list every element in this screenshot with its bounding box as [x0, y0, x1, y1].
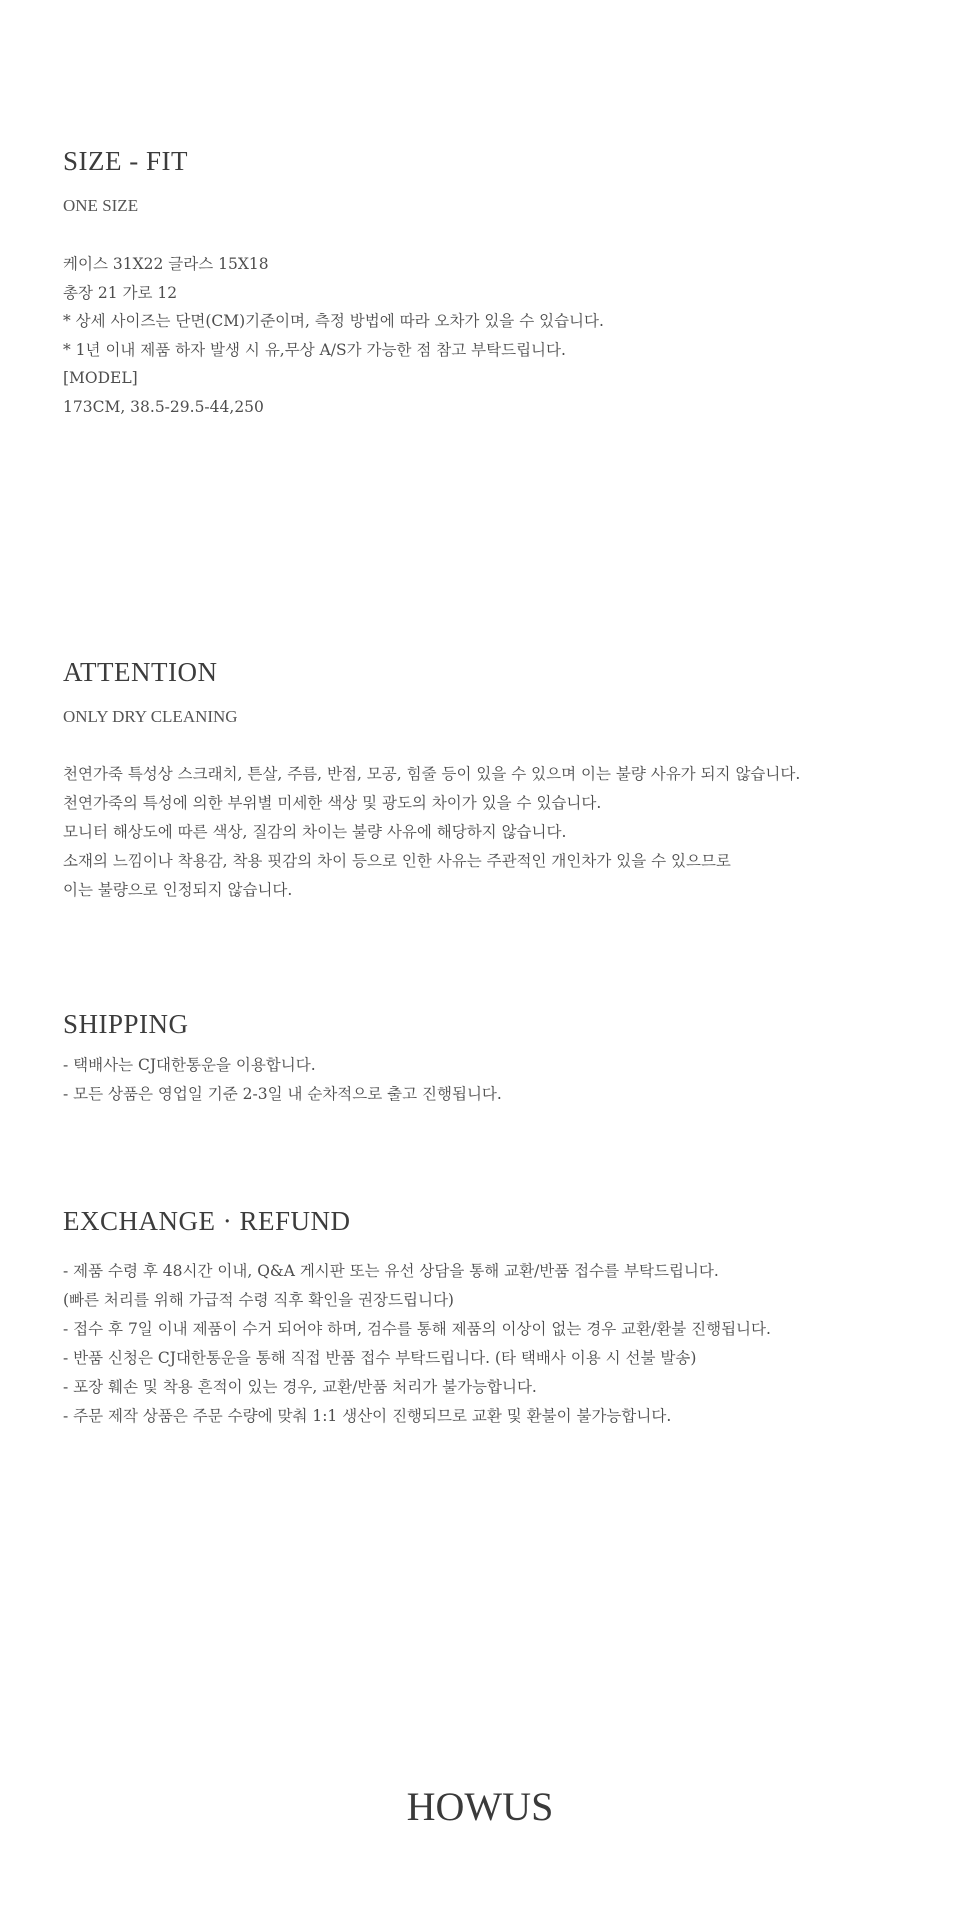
attention-line: 천연가죽 특성상 스크래치, 튼살, 주름, 반점, 모공, 힘줄 등이 있을 수 있으며 이는 불량 사유가 되지 않습니다.	[63, 765, 801, 783]
shipping-line: - 택배사는 CJ대한통운을 이용합니다.	[63, 1056, 316, 1074]
shipping-section	[63, 1011, 920, 1121]
exchange-line: - 주문 제작 상품은 주문 수량에 맞춰 1:1 생산이 진행되므로 교환 및 환불이 불가능합니다.	[63, 1407, 672, 1425]
model-measurements: 173CM, 38.5-29.5-44,250	[63, 398, 264, 416]
exchange-refund-body	[63, 1257, 771, 1431]
exchange-refund-section	[63, 1208, 920, 1448]
size-note-line: * 1년 이내 제품 하자 발생 시 유,무상 A/S가 가능한 점 참고 부탁드립니다.	[63, 341, 566, 359]
dimension-line: 케이스 31X22 글라스 15X18	[63, 255, 269, 273]
exchange-line: (빠른 처리를 위해 가급적 수령 직후 확인을 권장드립니다)	[63, 1291, 454, 1309]
attention-line: 모니터 해상도에 따른 색상, 질감의 차이는 불량 사유에 해당하지 않습니다.	[63, 823, 567, 841]
attention-section	[63, 659, 920, 899]
exchange-line: - 포장 훼손 및 착용 흔적이 있는 경우, 교환/반품 처리가 불가능합니다.	[63, 1378, 537, 1396]
dimension-line: 총장 21 가로 12	[63, 284, 178, 302]
size-notes	[63, 307, 604, 365]
attention-title: ATTENTION	[63, 657, 218, 687]
attention-body	[63, 760, 800, 905]
model-info	[63, 364, 264, 422]
exchange-line: - 반품 신청은 CJ대한통운을 통해 직접 반품 접수 부탁드립니다. (타 택배사 이용 시 선불 발송)	[63, 1349, 697, 1367]
attention-line: 이는 불량으로 인정되지 않습니다.	[63, 881, 293, 899]
shipping-line: - 모든 상품은 영업일 기준 2-3일 내 순차적으로 출고 진행됩니다.	[63, 1085, 502, 1103]
size-fit-title: SIZE - FIT	[63, 146, 188, 176]
brand-logo: HOWUS	[406, 1784, 554, 1829]
size-dimensions	[63, 250, 269, 308]
model-label: [MODEL]	[63, 369, 138, 387]
attention-line: 천연가죽의 특성에 의한 부위별 미세한 색상 및 광도의 차이가 있을 수 있습니다.	[63, 794, 602, 812]
exchange-line: - 접수 후 7일 이내 제품이 수거 되어야 하며, 검수를 통해 제품의 이상이 없는 경우 교환/환불 진행됩니다.	[63, 1320, 771, 1338]
exchange-refund-title: EXCHANGE · REFUND	[63, 1206, 351, 1236]
size-fit-section	[63, 148, 920, 488]
attention-line: 소재의 느낌이나 착용감, 착용 핏감의 차이 등으로 인한 사유는 주관적인 개인차가 있을 수 있으므로	[63, 852, 731, 870]
size-fit-subtitle: ONE SIZE	[63, 196, 139, 215]
exchange-line: - 제품 수령 후 48시간 이내, Q&A 게시판 또는 유선 상담을 통해 교환/반품 접수를 부탁드립니다.	[63, 1262, 719, 1280]
shipping-title: SHIPPING	[63, 1009, 189, 1039]
size-note-line: * 상세 사이즈는 단면(CM)기준이며, 측정 방법에 따라 오차가 있을 수 있습니다.	[63, 312, 604, 330]
attention-subtitle: ONLY DRY CLEANING	[63, 707, 238, 726]
shipping-body	[63, 1051, 502, 1109]
